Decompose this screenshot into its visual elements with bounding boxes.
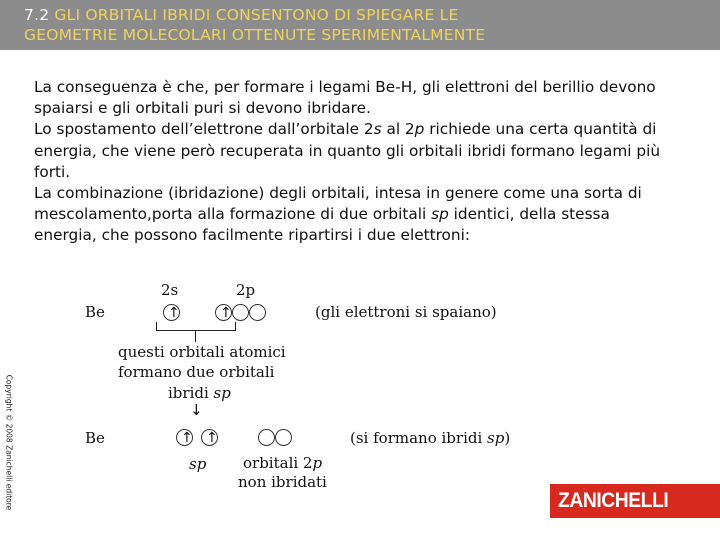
p2-text-b: al 2 <box>381 120 415 139</box>
p2-s: s <box>373 120 382 139</box>
zanichelli-logo <box>550 484 720 518</box>
orbital-2p-2 <box>232 304 249 321</box>
title-text-1: GLI ORBITALI IBRIDI CONSENTONO DI SPIEGARE LE <box>54 6 459 24</box>
orbital-2p-unhybrid-2 <box>275 429 292 446</box>
section-number: 7.2 <box>24 6 50 24</box>
electron-up-icon: ↑ <box>220 305 232 321</box>
label-sp: sp <box>189 455 207 473</box>
p3-text-a: La combinazione (ibridazione) degli orbitali, intesa in genere come una sorta di mescolamento,porta alla formazione di due orbitali <box>34 184 642 224</box>
p3-sp: sp <box>431 205 449 224</box>
bracket <box>156 322 236 331</box>
caption-line-2: formano due orbitali <box>118 363 275 381</box>
caption-sp: sp <box>213 384 231 402</box>
label-p: p <box>312 454 323 472</box>
label-2p: 2p <box>236 281 256 299</box>
caption-line-3 <box>168 384 231 402</box>
be-bottom: Be <box>85 429 105 447</box>
orbital-sp-2 <box>201 429 218 446</box>
label-orbitali-2p <box>243 454 322 472</box>
label-orbitali: orbitali 2 <box>243 454 313 472</box>
note-hybrids-a: (si formano ibridi <box>350 429 488 447</box>
note-unpairing: (gli elettroni si spaiano) <box>315 303 497 321</box>
logo-text: ZANICHELLI <box>558 489 669 512</box>
orbital-2p-3 <box>249 304 266 321</box>
electron-up-icon: ↑ <box>168 305 180 321</box>
orbital-2s <box>163 304 180 321</box>
electron-up-icon: ↑ <box>181 430 193 446</box>
p2-text-a: Lo spostamento dell’elettrone dall’orbitale 2 <box>34 120 374 139</box>
down-arrow-icon: ↓ <box>190 401 203 419</box>
caption-ibridi: ibridi <box>168 384 214 402</box>
copyright-note: Copyright © 2008 Zanichelli editore <box>4 374 14 511</box>
electron-up-icon: ↑ <box>206 430 218 446</box>
be-top: Be <box>85 303 105 321</box>
p2-p: p <box>414 120 425 139</box>
label-2s: 2s <box>161 281 179 299</box>
label-non-ibridati: non ibridati <box>238 473 327 491</box>
p3-text-b: identici, della stessa energia, che possono facilmente ripartirsi i due elettroni: <box>34 205 610 245</box>
orbital-2p-1 <box>215 304 232 321</box>
orbital-2p-unhybrid-1 <box>258 429 275 446</box>
orbital-sp-1 <box>176 429 193 446</box>
note-hybrids <box>350 429 510 447</box>
caption-line-1: questi orbitali atomici <box>118 343 286 361</box>
title-text-2: GEOMETRIE MOLECOLARI OTTENUTE SPERIMENTALMENTE <box>24 26 486 44</box>
note-hybrids-sp: sp <box>487 429 505 447</box>
note-hybrids-b: ) <box>504 429 511 447</box>
bracket-stem <box>195 330 196 342</box>
p2-text-c: richiede una certa quantità di energia, che viene però recuperata in quanto gli orbitali ibridi formano legami più forti. <box>34 120 661 181</box>
paragraph-1: La conseguenza è che, per formare i legami Be-H, gli elettroni del berillio devono spaiarsi e gli orbitali puri si devono ibridare. <box>34 78 656 118</box>
